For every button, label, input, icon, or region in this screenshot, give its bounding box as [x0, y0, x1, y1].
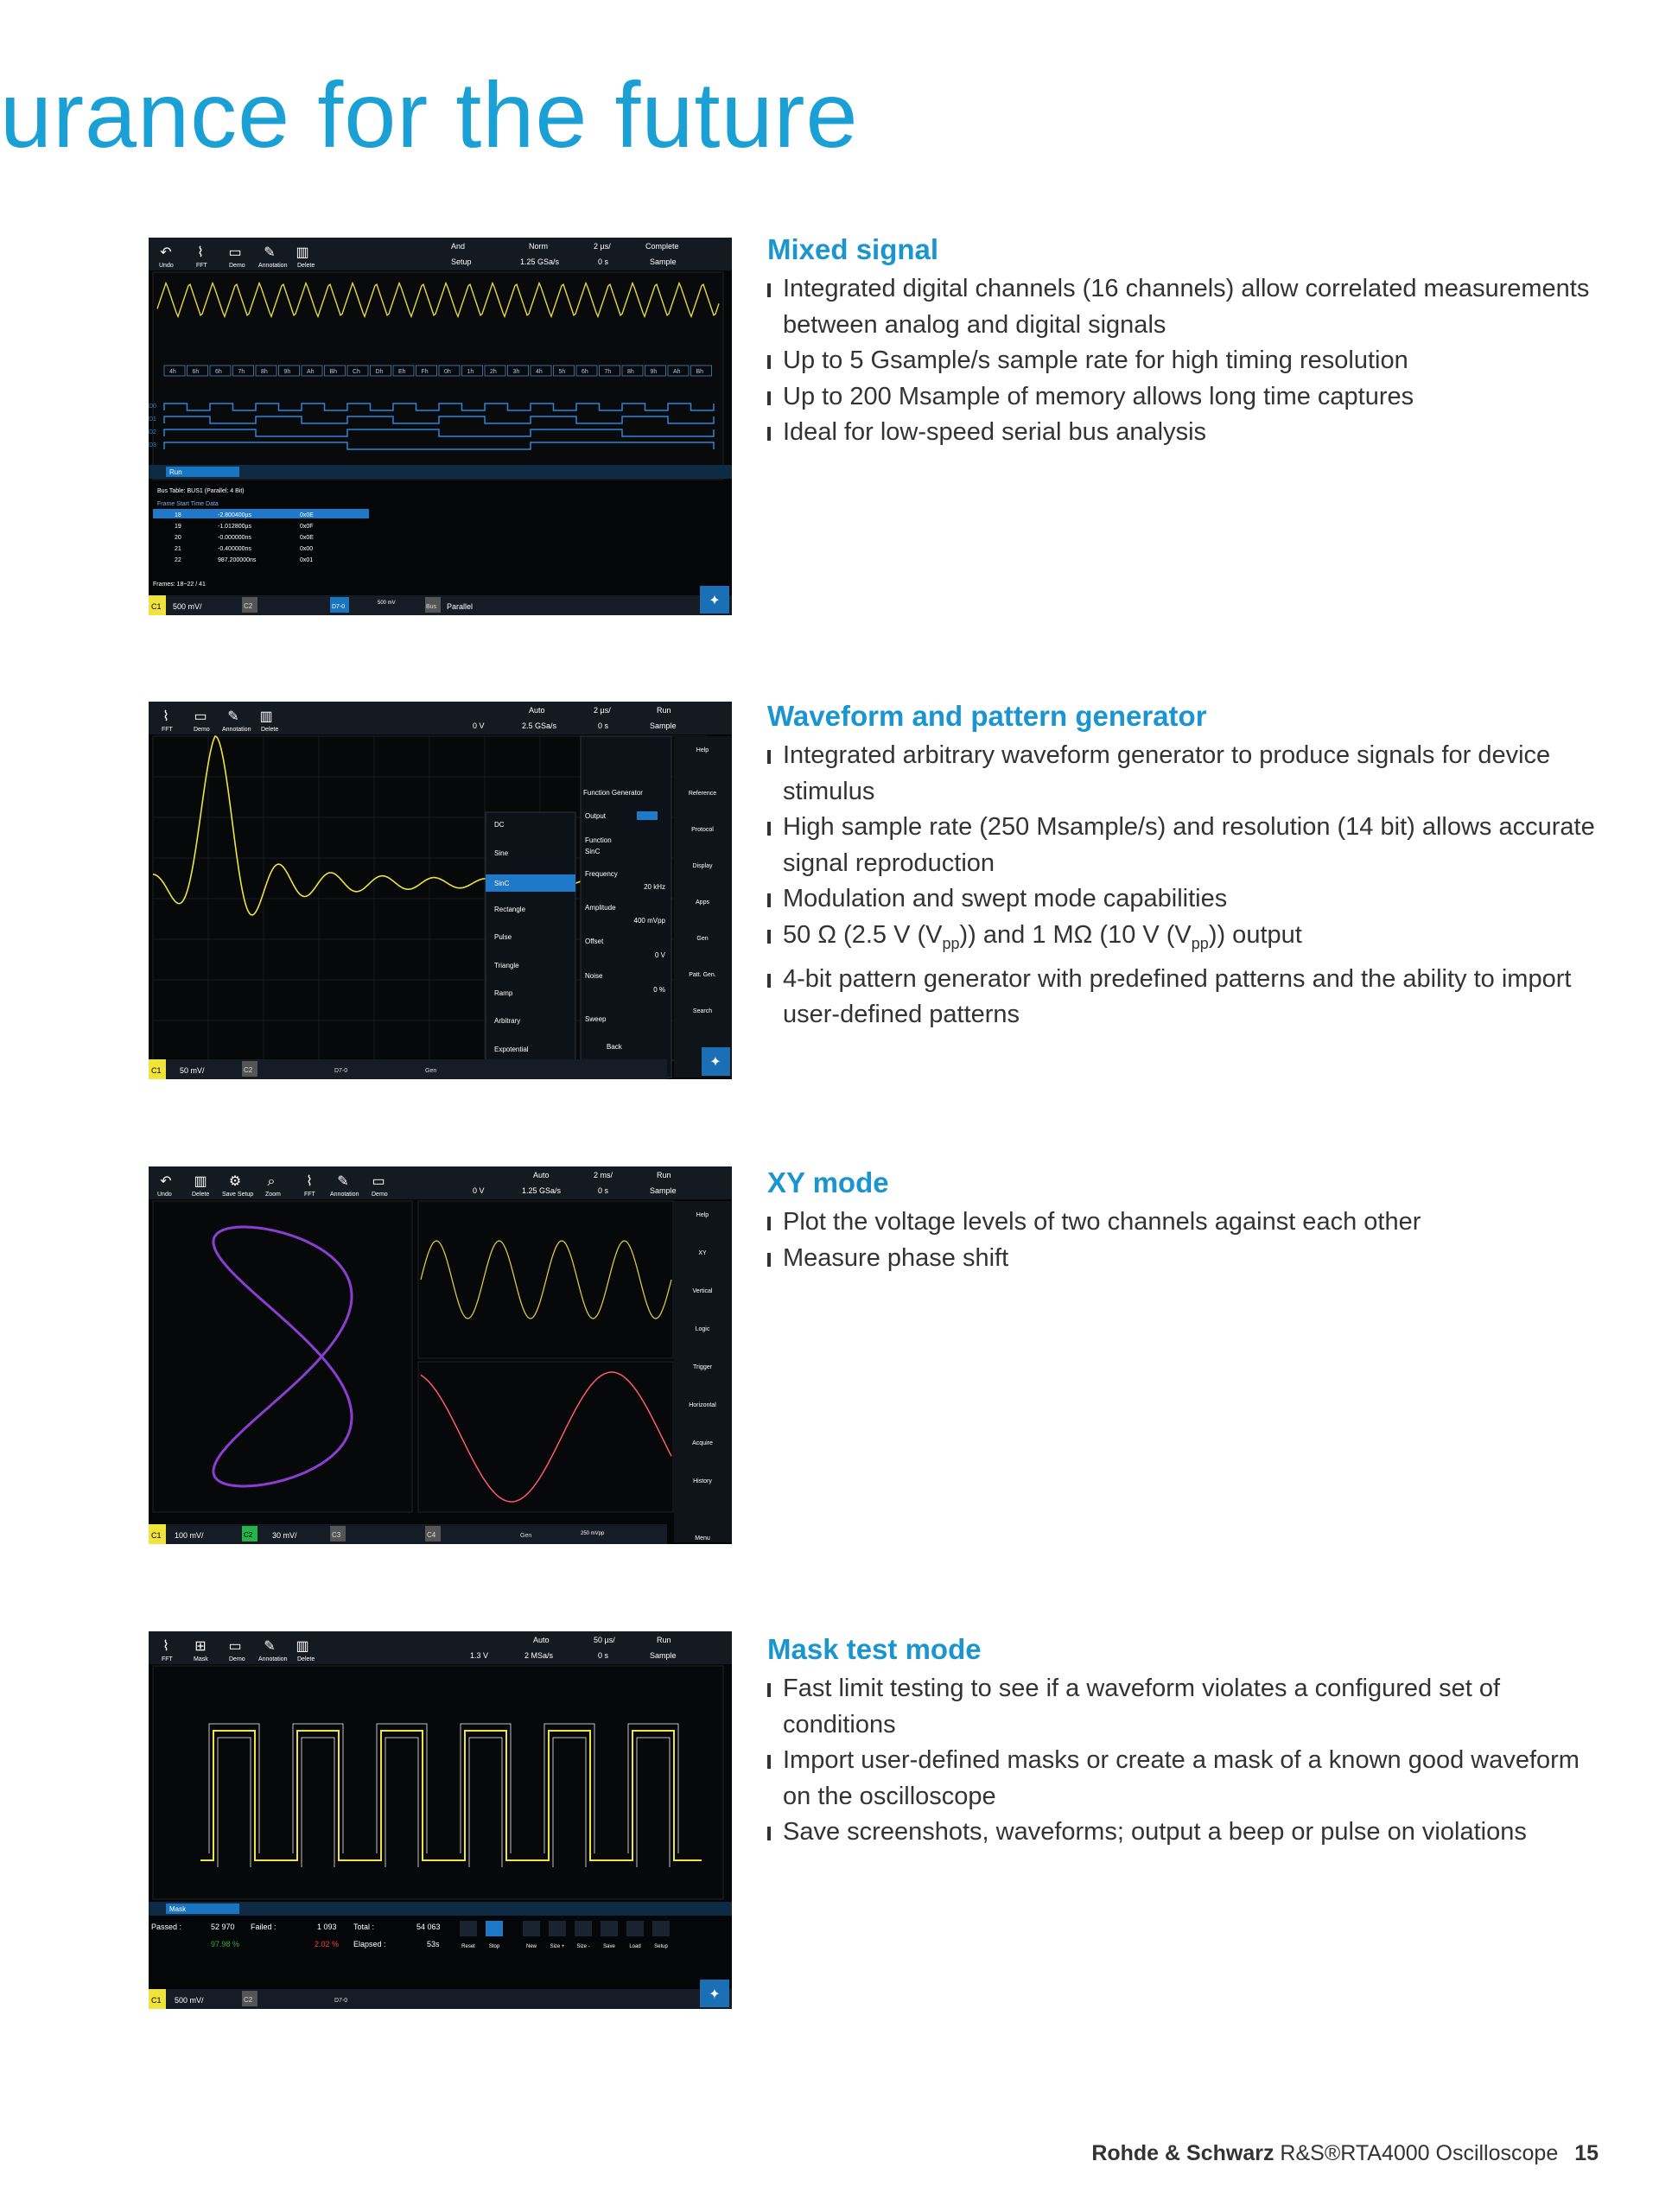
fft-icon[interactable]: ⌇ — [306, 1174, 313, 1189]
mask-label: Mask — [169, 1905, 187, 1913]
section-waveform-generator — [767, 700, 1597, 1033]
undo-icon[interactable]: ↶ — [160, 245, 172, 260]
menu-item-exponential[interactable]: Expotential — [494, 1046, 529, 1053]
output-toggle[interactable] — [637, 811, 658, 820]
noise-label: Noise — [585, 972, 603, 980]
status-bar — [149, 1059, 667, 1079]
text-part: )) output — [1208, 920, 1302, 949]
side-display[interactable]: Display — [692, 863, 713, 869]
bus-hex-value: 6h — [192, 369, 200, 375]
amplitude-value[interactable]: 400 mVpp — [633, 917, 665, 925]
bus-hex-value: 8h — [261, 369, 268, 375]
ch2-label: C2 — [244, 1531, 253, 1539]
bus-table-title: Bus Table: BUS1 (Parallel: 4 Bit) — [157, 488, 245, 494]
toolbar-delete-label[interactable]: Delete — [261, 727, 279, 733]
side-help[interactable]: Help — [696, 1212, 709, 1218]
bus-hex-value: 4h — [536, 369, 543, 375]
digital-label-d1: D1 — [149, 416, 156, 423]
horizontal-pos[interactable]: 0 s — [598, 1651, 609, 1660]
bus-time[interactable]: -0.000000ns — [218, 535, 251, 541]
elapsed-label: Elapsed : — [353, 1940, 386, 1948]
section-title: Waveform and pattern generator — [767, 700, 1207, 732]
ch1-scale[interactable]: 50 mV/ — [180, 1066, 205, 1075]
failed-label: Failed : — [251, 1923, 276, 1931]
ch2-grid — [418, 1362, 673, 1512]
gen-amplitude: 250 mVpp — [581, 1531, 605, 1536]
toolbar-fft-label[interactable]: FFT — [162, 1656, 173, 1662]
sweep-label[interactable]: Sweep — [585, 1015, 607, 1023]
annotation-icon[interactable]: ✎ — [227, 709, 239, 724]
ch4-label: C4 — [427, 1531, 436, 1539]
page-number: 15 — [1574, 2141, 1599, 2165]
toolbar-delete-label[interactable]: Delete — [297, 1656, 315, 1662]
bus-hex-value: 3h — [512, 369, 520, 375]
subscript: pp — [942, 934, 960, 952]
selected-row-highlight — [153, 509, 369, 518]
section-title: XY mode — [767, 1166, 889, 1198]
bus-frame[interactable]: 21 — [175, 546, 181, 552]
digital-label: D7-0 — [334, 1068, 348, 1074]
frames-count: Frames: 18~22 / 41 — [153, 582, 206, 588]
offset-value[interactable]: 0 V — [654, 951, 665, 959]
digital-label: D7-0 — [332, 604, 346, 610]
panel-title: Function Generator — [583, 789, 643, 797]
function-value[interactable]: SinC — [585, 848, 601, 855]
back-button[interactable]: Back — [607, 1043, 622, 1051]
toolbar-demo-label[interactable]: Demo — [372, 1192, 388, 1198]
annotation-icon[interactable]: ✎ — [264, 1639, 276, 1654]
side-history[interactable]: History — [693, 1478, 712, 1484]
annotation-icon[interactable]: ✎ — [337, 1174, 349, 1189]
acq-state[interactable]: Complete — [645, 242, 679, 251]
page-footer — [1091, 2141, 1599, 2166]
screenshot-waveform-generator — [149, 702, 732, 1079]
delete-icon[interactable]: ▥ — [259, 709, 273, 724]
footer-brand: Rohde & Schwarz — [1091, 2141, 1274, 2165]
trigger-mode[interactable]: Auto — [529, 706, 545, 715]
ch2-scale[interactable]: 30 mV/ — [272, 1531, 297, 1540]
acq-state[interactable]: Run — [657, 1171, 671, 1179]
output-label: Output — [585, 812, 607, 820]
reset-button[interactable]: Reset — [461, 1944, 475, 1949]
bullet-list — [767, 738, 1597, 1033]
bullet-item: Fast limit testing to see if a waveform violates a configured set of conditions — [767, 1671, 1597, 1743]
demo-icon[interactable]: ▭ — [228, 245, 242, 260]
bus-frame[interactable]: 18 — [175, 512, 181, 518]
trigger-setup[interactable]: Setup — [451, 257, 472, 266]
menu-item-pulse[interactable]: Pulse — [494, 933, 512, 941]
side-menu — [674, 736, 732, 1077]
trigger-level[interactable]: 0 V — [473, 721, 485, 730]
acq-mode[interactable]: Sample — [650, 1651, 677, 1660]
menu-item-arbitrary[interactable]: Arbitrary — [494, 1017, 521, 1025]
reset-icon[interactable] — [460, 1921, 477, 1936]
ch2-label: C2 — [244, 602, 253, 610]
bullet-item — [767, 918, 1597, 962]
load-button[interactable]: Load — [629, 1944, 641, 1949]
toolbar-annotation-label[interactable]: Annotation — [330, 1192, 359, 1198]
status-bar — [149, 1989, 732, 2009]
acq-mode[interactable]: Sample — [650, 1186, 677, 1195]
function-label: Function — [585, 836, 612, 844]
side-apps[interactable]: Apps — [696, 899, 709, 906]
side-horizontal[interactable]: Horizontal — [689, 1402, 716, 1408]
mask-icon[interactable]: ⊞ — [194, 1639, 207, 1654]
side-protocol[interactable]: Protocol — [691, 827, 714, 833]
side-help[interactable]: Help — [696, 747, 709, 753]
bullet-list — [767, 1671, 1597, 1851]
side-trigger[interactable]: Trigger — [693, 1364, 712, 1370]
footer-product: R&S®RTA4000 Oscilloscope — [1280, 2141, 1559, 2165]
toolbar-mask-label[interactable]: Mask — [194, 1656, 208, 1662]
bus-hex-value: 6h — [582, 369, 588, 375]
menu-logo-icon: ✦ — [709, 594, 721, 608]
bus-hex-value: Eh — [398, 369, 406, 375]
bus-hex-value: Ah — [673, 369, 681, 375]
bullet-item: Import user-defined masks or create a mask of a known good waveform on the oscilloscope — [767, 1743, 1597, 1815]
sample-rate[interactable]: 2.5 GSa/s — [522, 721, 557, 730]
bus-data[interactable]: 0x0E — [300, 535, 314, 541]
offset-label: Offset — [585, 938, 604, 945]
toolbar-fft-label[interactable]: FFT — [196, 263, 207, 269]
amplitude-label: Amplitude — [585, 904, 616, 912]
delete-icon[interactable]: ▥ — [296, 245, 309, 260]
fft-icon[interactable]: ⌇ — [197, 245, 204, 260]
ch1-label: C1 — [151, 1996, 162, 2005]
menu-item-rectangle[interactable]: Rectangle — [494, 906, 526, 913]
new-icon[interactable] — [523, 1921, 540, 1936]
scope-screen — [149, 1631, 732, 2009]
new-button[interactable]: New — [525, 1944, 537, 1949]
side-acquire[interactable]: Acquire — [692, 1440, 713, 1446]
demo-icon[interactable]: ▭ — [228, 1639, 242, 1654]
toolbar-delete-label[interactable]: Delete — [192, 1192, 210, 1198]
toolbar-zoom-label[interactable]: Zoom — [265, 1192, 281, 1198]
screenshot-mixed-signal — [149, 238, 732, 615]
bus-hex-value: 9h — [283, 369, 291, 375]
toolbar-demo-label[interactable]: Demo — [229, 1656, 245, 1662]
scope-screen — [149, 1166, 732, 1544]
failed-count: 1 093 — [317, 1923, 337, 1931]
toolbar-save-setup-label[interactable]: Save Setup — [222, 1192, 254, 1198]
trigger-mode[interactable]: And — [451, 242, 466, 251]
sample-rate[interactable]: 1.25 GSa/s — [522, 1186, 562, 1195]
size-minus-button[interactable]: Size - — [576, 1944, 590, 1949]
bullet-item: Plot the voltage levels of two channels against each other — [767, 1205, 1597, 1241]
bus-hex-value: 9h — [650, 369, 658, 375]
bullet-item: Up to 200 Msample of memory allows long time captures — [767, 379, 1597, 416]
side-menu-label[interactable]: Menu — [695, 1535, 710, 1541]
ch2-label: C2 — [244, 1066, 253, 1074]
trigger-level[interactable]: 0 V — [473, 1186, 485, 1195]
menu-item-sine[interactable]: Sine — [494, 849, 509, 857]
bus-hex-value: Bh — [329, 369, 338, 375]
text-part: 50 Ω (2.5 V (V — [783, 920, 943, 949]
ch1-scale[interactable]: 500 mV/ — [173, 602, 202, 611]
acq-state[interactable]: Run — [657, 1636, 671, 1644]
menu-item-triangle[interactable]: Triangle — [494, 962, 519, 969]
total-label: Total : — [353, 1923, 375, 1931]
bus-hex-value: Fh — [421, 369, 429, 375]
bus-time[interactable]: -2.800400µs — [218, 512, 252, 518]
acq-mode[interactable]: Sample — [650, 257, 677, 266]
digital-scale: 500 mV — [378, 601, 396, 606]
bus-data[interactable]: 0x00 — [300, 546, 314, 552]
bus-hex-value: Ch — [353, 369, 360, 375]
stop-icon[interactable] — [486, 1921, 503, 1936]
digital-label: D7-0 — [334, 1998, 348, 2004]
bullet-list — [767, 1205, 1597, 1276]
trigger-norm[interactable]: Norm — [529, 242, 548, 251]
annotation-icon[interactable]: ✎ — [264, 245, 276, 260]
section-xy-mode — [767, 1166, 1597, 1276]
bus-hex-value: 7h — [604, 369, 612, 375]
bus-time[interactable]: -0.400000ns — [218, 546, 251, 552]
ch1-scale[interactable]: 500 mV/ — [175, 1996, 204, 2005]
bus-time[interactable]: -1.012800µs — [218, 524, 252, 530]
fft-icon[interactable]: ⌇ — [162, 709, 169, 724]
digital-label-d3: D3 — [149, 442, 156, 448]
bus-hex-value: Ah — [307, 369, 315, 375]
delete-icon[interactable]: ▥ — [194, 1174, 207, 1189]
bus-time[interactable]: 987.200000ns — [218, 557, 257, 563]
noise-value[interactable]: 0 % — [653, 986, 665, 994]
sample-rate[interactable]: 1.25 GSa/s — [520, 257, 560, 266]
save-icon[interactable] — [601, 1921, 618, 1936]
bus-hex-value: 7h — [238, 369, 245, 375]
save-button[interactable]: Save — [603, 1944, 615, 1949]
scope-screen — [149, 238, 732, 615]
bus-frame[interactable]: 22 — [175, 557, 181, 563]
bullet-item: Integrated arbitrary waveform generator to produce signals for device stimulus — [767, 738, 1597, 810]
section-title: Mask test mode — [767, 1633, 982, 1665]
section-mask-test — [767, 1633, 1597, 1851]
bus-hex-value: Bh — [696, 369, 704, 375]
bus-hex-value: Dh — [375, 369, 384, 375]
toolbar-undo-label[interactable]: Undo — [159, 263, 174, 269]
acq-state[interactable]: Run — [657, 706, 671, 715]
bus-hex-value: 0h — [444, 369, 451, 375]
menu-item-ramp[interactable]: Ramp — [494, 989, 513, 997]
toolbar-undo-label[interactable]: Undo — [157, 1192, 172, 1198]
digital-label-d2: D2 — [149, 429, 156, 435]
bus-frame[interactable]: 20 — [175, 535, 181, 541]
menu-item-sinc[interactable]: SinC — [494, 880, 510, 887]
acq-mode[interactable]: Sample — [650, 721, 677, 730]
toolbar-annotation-label[interactable]: Annotation — [258, 1656, 288, 1662]
run-label: Run — [169, 468, 182, 476]
bullet-item: Save screenshots, waveforms; output a beep or pulse on violations — [767, 1815, 1597, 1851]
bus-hex-value: 6h — [215, 369, 222, 375]
passed-count: 52 970 — [211, 1923, 235, 1931]
ch1-label: C1 — [151, 1531, 162, 1540]
bullet-item: Ideal for low-speed serial bus analysis — [767, 415, 1597, 451]
toolbar-annotation-label[interactable]: Annotation — [222, 727, 251, 733]
menu-item-dc[interactable]: DC — [494, 821, 505, 829]
frequency-value[interactable]: 20 kHz — [644, 883, 665, 891]
passed-label: Passed : — [151, 1923, 182, 1931]
horizontal-pos[interactable]: 0 s — [598, 721, 609, 730]
toolbar-demo-label[interactable]: Demo — [194, 727, 210, 733]
ch1-scale[interactable]: 100 mV/ — [175, 1531, 204, 1540]
gen-label: Gen — [425, 1068, 437, 1074]
text-part: )) and 1 MΩ (10 V (V — [959, 920, 1192, 949]
bullet-item: High sample rate (250 Msample/s) and resolution (14 bit) allows accurate signal reproduction — [767, 810, 1597, 881]
xy-grid — [153, 1201, 412, 1512]
setup-button[interactable]: Setup — [654, 1944, 668, 1949]
bus-hex-value: 1h — [467, 369, 474, 375]
trigger-level[interactable]: 1.3 V — [470, 1651, 489, 1660]
elapsed-time: 53s — [427, 1940, 440, 1948]
total-count: 54 063 — [416, 1923, 441, 1931]
timebase[interactable]: 2 ms/ — [594, 1171, 613, 1179]
setup-icon[interactable] — [652, 1921, 670, 1936]
bullet-item: Up to 5 Gsample/s sample rate for high timing resolution — [767, 343, 1597, 379]
bus-data[interactable]: 0x0E — [300, 512, 314, 518]
trigger-mode[interactable]: Auto — [533, 1636, 550, 1644]
timebase[interactable]: 2 µs/ — [594, 706, 611, 715]
trigger-mode[interactable]: Auto — [533, 1171, 550, 1179]
bullet-item: Measure phase shift — [767, 1241, 1597, 1277]
bullet-item: Integrated digital channels (16 channels) allow correlated measurements between analog and digital signals — [767, 271, 1597, 343]
side-xy[interactable]: XY — [698, 1250, 707, 1256]
ch1-label: C1 — [151, 1066, 162, 1075]
bus-data[interactable]: 0x0F — [300, 524, 314, 530]
side-reference[interactable]: Reference — [688, 791, 717, 797]
toolbar-annotation-label[interactable]: Annotation — [258, 263, 288, 269]
size-minus-icon[interactable] — [575, 1921, 592, 1936]
side-gen[interactable]: Gen — [696, 936, 709, 942]
section-title: Mixed signal — [767, 233, 939, 265]
ch2-label: C2 — [244, 1996, 253, 2004]
bus-frame[interactable]: 19 — [175, 524, 181, 530]
page-hero-title: urance for the future — [0, 62, 859, 167]
bus-hex-value: 4h — [169, 369, 176, 375]
side-search[interactable]: Search — [692, 1008, 713, 1014]
section-mixed-signal — [767, 233, 1597, 451]
bus-data[interactable]: 0x01 — [300, 557, 314, 563]
menu-logo-icon: ✦ — [709, 1055, 721, 1070]
frequency-label: Frequency — [585, 870, 618, 878]
toolbar-fft-label[interactable]: FFT — [162, 727, 173, 733]
bullet-list — [767, 271, 1597, 451]
sample-rate[interactable]: 2 MSa/s — [524, 1651, 554, 1660]
passed-percent: 97.98 % — [211, 1940, 240, 1948]
stop-button[interactable]: Stop — [488, 1944, 500, 1949]
gen-label: Gen — [520, 1533, 532, 1539]
failed-percent: 2.02 % — [315, 1940, 340, 1948]
bus-label: Bus — [426, 604, 437, 610]
bullet-item: 4-bit pattern generator with predefined patterns and the ability to import user-defined patterns — [767, 962, 1597, 1033]
grid-area — [153, 1666, 723, 1899]
bus-hex-value: 5h — [558, 369, 566, 375]
load-icon[interactable] — [626, 1921, 644, 1936]
screenshot-xy-mode — [149, 1166, 732, 1544]
demo-icon[interactable]: ▭ — [372, 1174, 385, 1189]
bus-table-header: Frame Start Time Data — [157, 501, 219, 507]
toolbar-demo-label[interactable]: Demo — [229, 263, 245, 269]
side-vertical[interactable]: Vertical — [692, 1288, 713, 1294]
side-patt-gen[interactable]: Patt. Gen. — [689, 972, 716, 978]
undo-icon[interactable]: ↶ — [160, 1174, 172, 1189]
timebase[interactable]: 2 µs/ — [594, 242, 611, 251]
demo-icon[interactable]: ▭ — [194, 709, 207, 724]
zoom-icon[interactable]: ⌕ — [267, 1174, 276, 1189]
side-logic[interactable]: Logic — [695, 1326, 710, 1332]
bus-type: Parallel — [447, 602, 474, 611]
scope-screen — [149, 702, 732, 1079]
bullet-item: Modulation and swept mode capabilities — [767, 881, 1597, 918]
digital-label-d0: D0 — [149, 404, 156, 410]
horizontal-pos[interactable]: 0 s — [598, 1186, 609, 1195]
menu-logo-icon: ✦ — [709, 1987, 721, 2002]
fft-icon[interactable]: ⌇ — [162, 1639, 169, 1654]
screenshot-mask-test — [149, 1631, 732, 2009]
toolbar-delete-label[interactable]: Delete — [297, 263, 315, 269]
save-setup-icon[interactable]: ⚙ — [228, 1174, 242, 1189]
toolbar-fft-label[interactable]: FFT — [304, 1192, 315, 1198]
subscript: pp — [1191, 934, 1209, 952]
bus-hex-value: 2h — [490, 369, 497, 375]
timebase[interactable]: 50 µs/ — [594, 1636, 615, 1644]
bus-hex-value: 8h — [627, 369, 634, 375]
ch3-label: C3 — [332, 1531, 341, 1539]
horizontal-pos[interactable]: 0 s — [598, 257, 609, 266]
size-plus-button[interactable]: Size + — [550, 1944, 565, 1949]
ch1-label: C1 — [151, 602, 162, 611]
delete-icon[interactable]: ▥ — [296, 1639, 309, 1654]
size-plus-icon[interactable] — [549, 1921, 566, 1936]
